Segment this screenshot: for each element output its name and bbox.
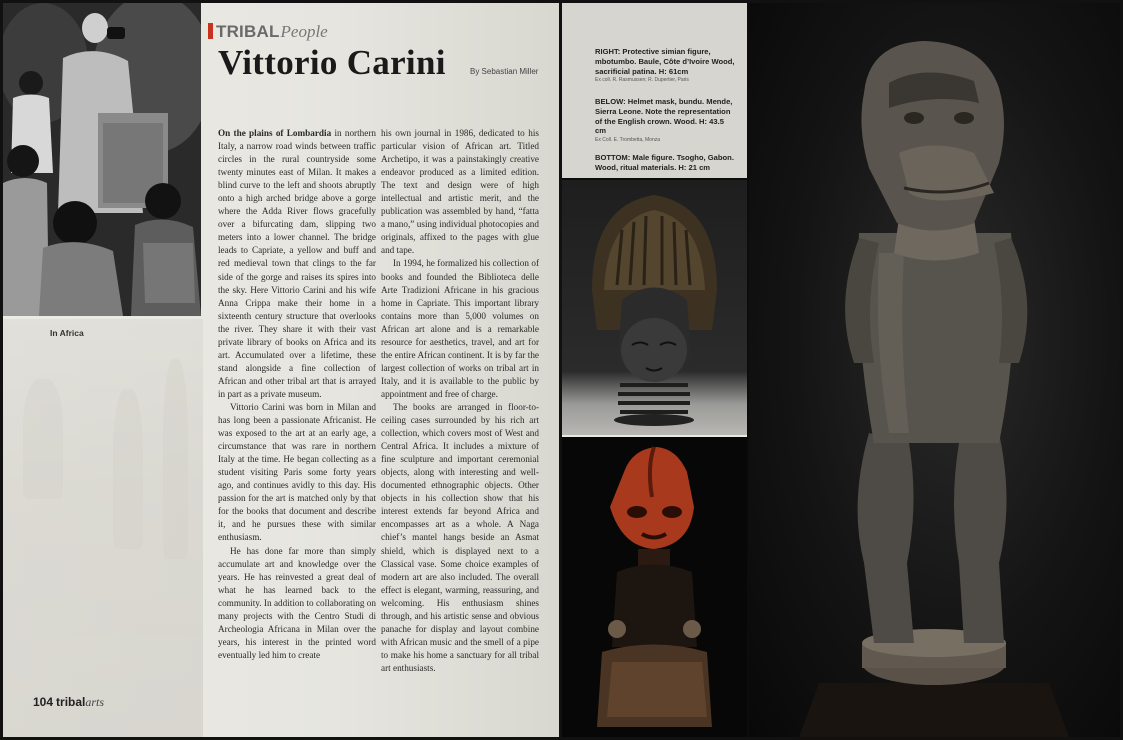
caption-below: BELOW: Helmet mask, bundu. Mende, Sierra Leone. Note the representation of the English crown. Wood. H: 43.5 cm Ex Coll. E. Trombetta, Monza	[595, 97, 733, 144]
kicker-main: TRIBAL	[216, 22, 280, 41]
caption-bottom: BOTTOM: Male figure. Tsogho, Gabon. Wood, ritual materials. H: 21 cm	[595, 153, 734, 172]
photo-helmet-mask	[562, 180, 747, 435]
paragraph: He has done far more than simply accumulate art and knowledge over the years. He has reinvested a great deal of what he has learned back to the community. In addition to collaborating on many projects with the Centro Studi di Archeologia Africana in Milan over the years, his interest in the printed word eventually led him to create	[218, 545, 376, 660]
text-column-2	[381, 127, 539, 675]
caption-right: RIGHT: Protective simian figure, mbotumbo. Baule, Côte d’Ivoire Wood, sacrificial patina. H: 61cm Ex coll. R. Rasmussen; R. Dupertier, Paris	[595, 47, 735, 84]
kicker-italic: People	[280, 22, 328, 41]
text-column-1	[218, 127, 376, 662]
paragraph: The books are arranged in floor-to-ceiling cases surrounded by his rich art collection, which covers most of West and Central Africa. It includes a mixture of fine sculpture and important ceremonial objects, along with interesting and well-documented ethnographic objects. Other objects in his collection show that his interest extends far beyond Africa and encompasses art as a whole. A Naga chief’s mantel hangs beside an Asmat shield, which is displayed next to a Classical vase. Some choice examples of modern art are also included. The overall effect is elegant, warming, reassuring, and welcoming. His enthusiasm shines through, and his artistic sense and obvious panache for display and layout combine with African music and the smell of a pipe to make his home a sanctuary for all tribal art enthusiasts.	[381, 401, 539, 673]
section-kicker	[208, 21, 328, 42]
photo-in-africa	[3, 3, 201, 316]
lead-phrase: On the plains of Lombardia	[218, 128, 332, 138]
magazine-name-italic: arts	[85, 695, 105, 709]
page-number: 104	[33, 695, 54, 709]
left-page	[3, 3, 559, 737]
captions-box	[562, 3, 747, 178]
paragraph: Vittorio Carini was born in Milan and has long been a passionate Africanist. He was exposed to the art at an early age, a circumstance that was rare in northern Italy at the time. He began collecting as a student visiting Paris some forty years ago, and continues avidly to this day. His passion for the art is matched only by that for the books that document and describe it, and he pursues these with similar enthusiasm.	[218, 401, 376, 543]
right-page	[562, 3, 1120, 737]
page-folio	[33, 695, 104, 710]
photo-caption: In Africa	[50, 328, 84, 338]
paragraph: On the plains of Lombardia in northern Italy, a narrow road winds between traffic circles in the rural countryside some twenty minutes east of Milan. It makes a blind curve to the left and shoots abruptly onto a high arched bridge above a gorge where the Adda River flows gracefully over a bifurcating dam, slipping two meters into a lower channel. The bridge leads to Capriate, a yellow and buff and red medieval town that clings to the far side of the gorge and raises its spires into the sky. Here Vittorio Carini and his wife Anna Crippa make their home in a sixteenth century structure that overlooks the river. They share it with their vast private library of books on Africa and its art. Accumulated over a lifetime, these stand alongside a fine collection of African and other tribal art that is arrayed in part as a private museum.	[218, 128, 376, 399]
magazine-name-bold: tribal	[56, 695, 86, 709]
paragraph: In 1994, he formalized his collection of books and founded the Biblioteca delle Arte Tradizioni Africane in his gracious home in Capriate. This important library contains more than 5,000 volumes on African art alone and is a remarkable resource for aesthetics, travel, and art for the entire African continent. It is by far the largest collection of works on tribal art in Italy, and it is available to the public by appointment and free of charge.	[381, 258, 539, 399]
article-title: Vittorio Carini	[218, 43, 446, 82]
background-ghost-photo	[3, 319, 203, 737]
photo-simian-figure	[749, 3, 1120, 737]
paragraph: his own journal in 1986, dedicated to his particular vision of African art. Titled Archetipo, it was a painstakingly creative endeavor produced as a limited edition. The text and design were of high intellectual and artistic merit, and the publication was assembled by hand, “fatta a mano,” using individual photocopies and originals, affixed to the pages with glue and tape.	[381, 128, 539, 256]
photo-tsogho-figure	[562, 437, 747, 737]
kicker-accent-bar	[208, 23, 213, 39]
byline: By Sebastian Miller	[470, 67, 539, 76]
